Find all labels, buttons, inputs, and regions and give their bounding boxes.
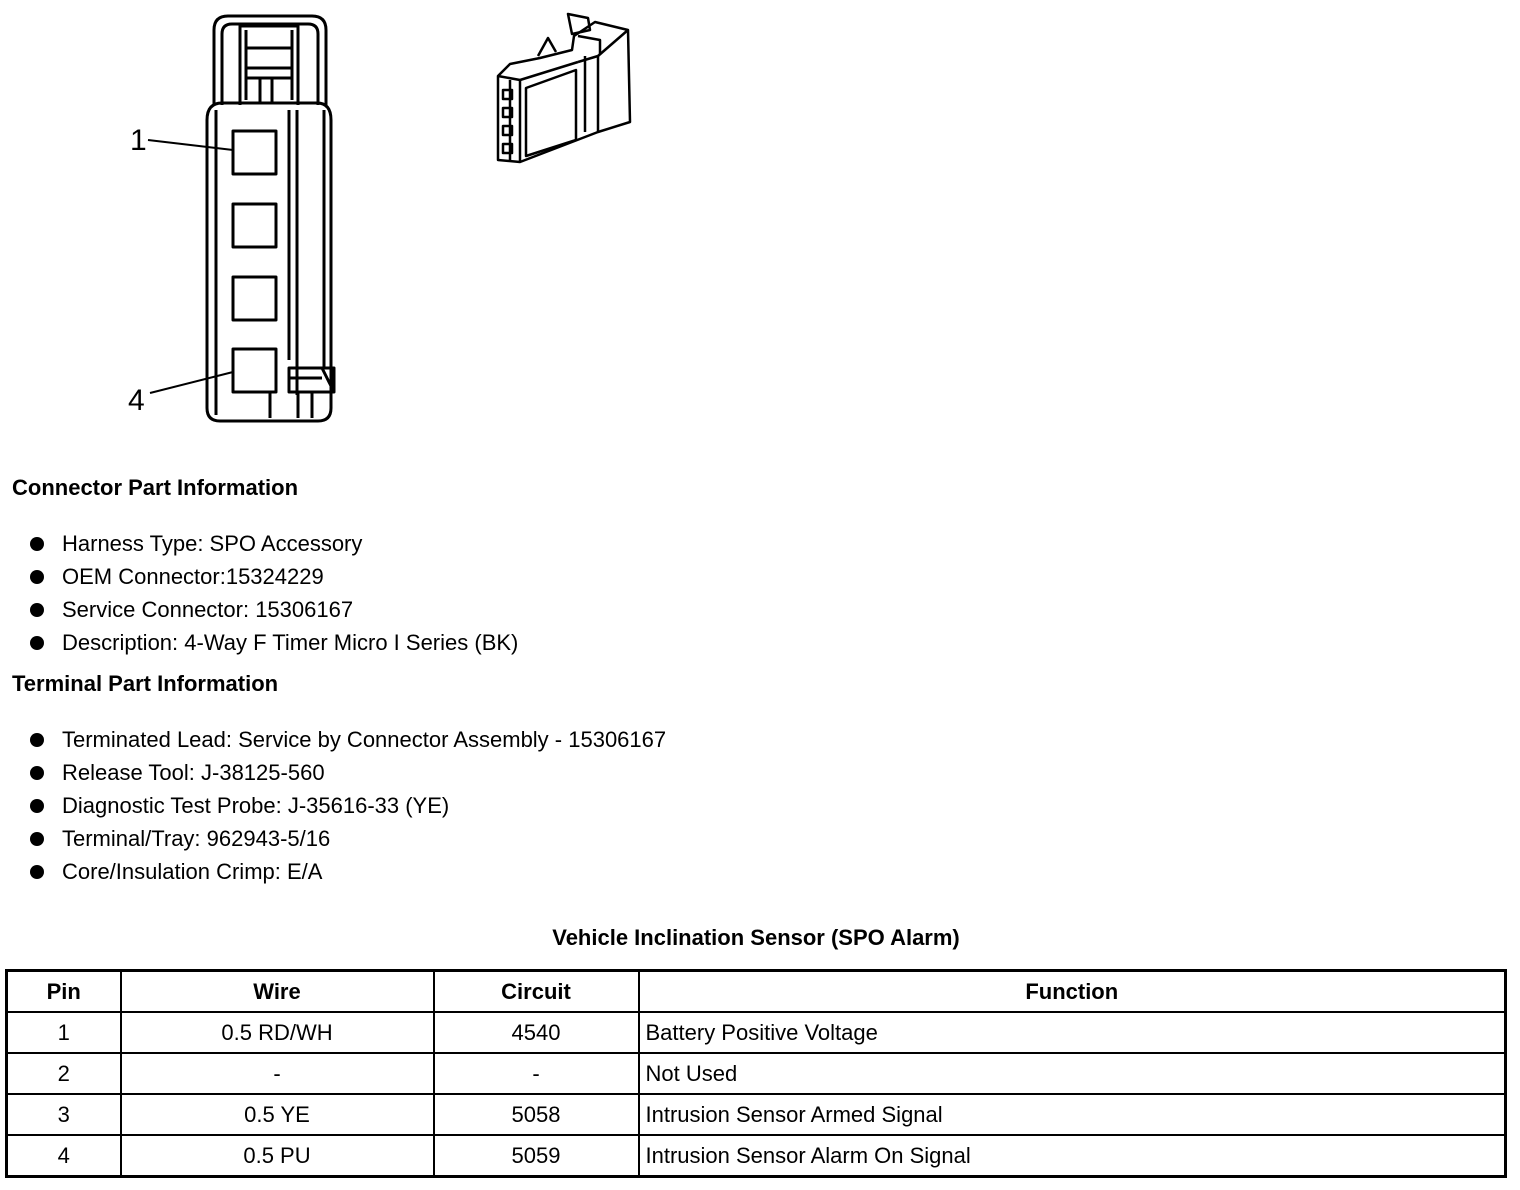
function-cell: Battery Positive Voltage (639, 1012, 1506, 1053)
cavity-3 (233, 277, 276, 320)
pin-1-label: 1 (130, 124, 147, 157)
table-row (7, 1053, 1506, 1094)
connector-diagram (0, 0, 700, 440)
table-title: Vehicle Inclination Sensor (SPO Alarm) (552, 925, 960, 950)
circuit-cell: 5058 (434, 1094, 639, 1135)
wire-cell: 0.5 PU (121, 1135, 434, 1177)
column-header-pin: Pin (7, 971, 121, 1013)
pin-cell: 1 (7, 1012, 121, 1053)
pin-cell: 2 (7, 1053, 121, 1094)
bullet-icon (30, 865, 44, 879)
wire-cell: - (121, 1053, 434, 1094)
bullet-icon (30, 603, 44, 617)
function-cell: Intrusion Sensor Alarm On Signal (639, 1135, 1506, 1177)
circuit-cell: 4540 (434, 1012, 639, 1053)
table-row (7, 1012, 1506, 1053)
function-cell: Not Used (639, 1053, 1506, 1094)
list-item: Release Tool: J-38125-560 (30, 756, 666, 789)
bullet-icon (30, 636, 44, 650)
pin-4-label: 4 (128, 384, 145, 417)
connector-info-list (30, 527, 518, 659)
column-header-wire: Wire (121, 971, 434, 1013)
cavity-2 (233, 204, 276, 247)
terminal-info-list (30, 723, 666, 888)
table-row (7, 1135, 1506, 1177)
column-header-function: Function (639, 971, 1506, 1013)
function-cell: Intrusion Sensor Armed Signal (639, 1094, 1506, 1135)
pin-cell: 4 (7, 1135, 121, 1177)
wire-cell: 0.5 YE (121, 1094, 434, 1135)
bullet-icon (30, 537, 44, 551)
list-item: Description: 4-Way F Timer Micro I Series (BK) (30, 626, 518, 659)
pin-cell: 3 (7, 1094, 121, 1135)
cavity-4 (233, 349, 276, 392)
list-item: Service Connector: 15306167 (30, 593, 518, 626)
connector-isometric-view (498, 14, 630, 162)
list-item: Diagnostic Test Probe: J-35616-33 (YE) (30, 789, 666, 822)
list-item: Harness Type: SPO Accessory (30, 527, 518, 560)
column-header-circuit: Circuit (434, 971, 639, 1013)
connector-info-heading: Connector Part Information (12, 475, 299, 500)
list-item: Terminal/Tray: 962943-5/16 (30, 822, 666, 855)
pinout-table (5, 969, 1507, 1178)
bullet-icon (30, 570, 44, 584)
bullet-icon (30, 832, 44, 846)
list-item: Terminated Lead: Service by Connector Assembly - 15306167 (30, 723, 666, 756)
connector-face-view (148, 16, 334, 421)
table-header-row (7, 971, 1506, 1013)
circuit-cell: - (434, 1053, 639, 1094)
list-item: OEM Connector:15324229 (30, 560, 518, 593)
bullet-icon (30, 733, 44, 747)
bullet-icon (30, 799, 44, 813)
table-row (7, 1094, 1506, 1135)
circuit-cell: 5059 (434, 1135, 639, 1177)
bullet-icon (30, 766, 44, 780)
terminal-info-heading: Terminal Part Information (12, 671, 279, 696)
list-item: Core/Insulation Crimp: E/A (30, 855, 666, 888)
wire-cell: 0.5 RD/WH (121, 1012, 434, 1053)
cavity-1 (233, 131, 276, 174)
